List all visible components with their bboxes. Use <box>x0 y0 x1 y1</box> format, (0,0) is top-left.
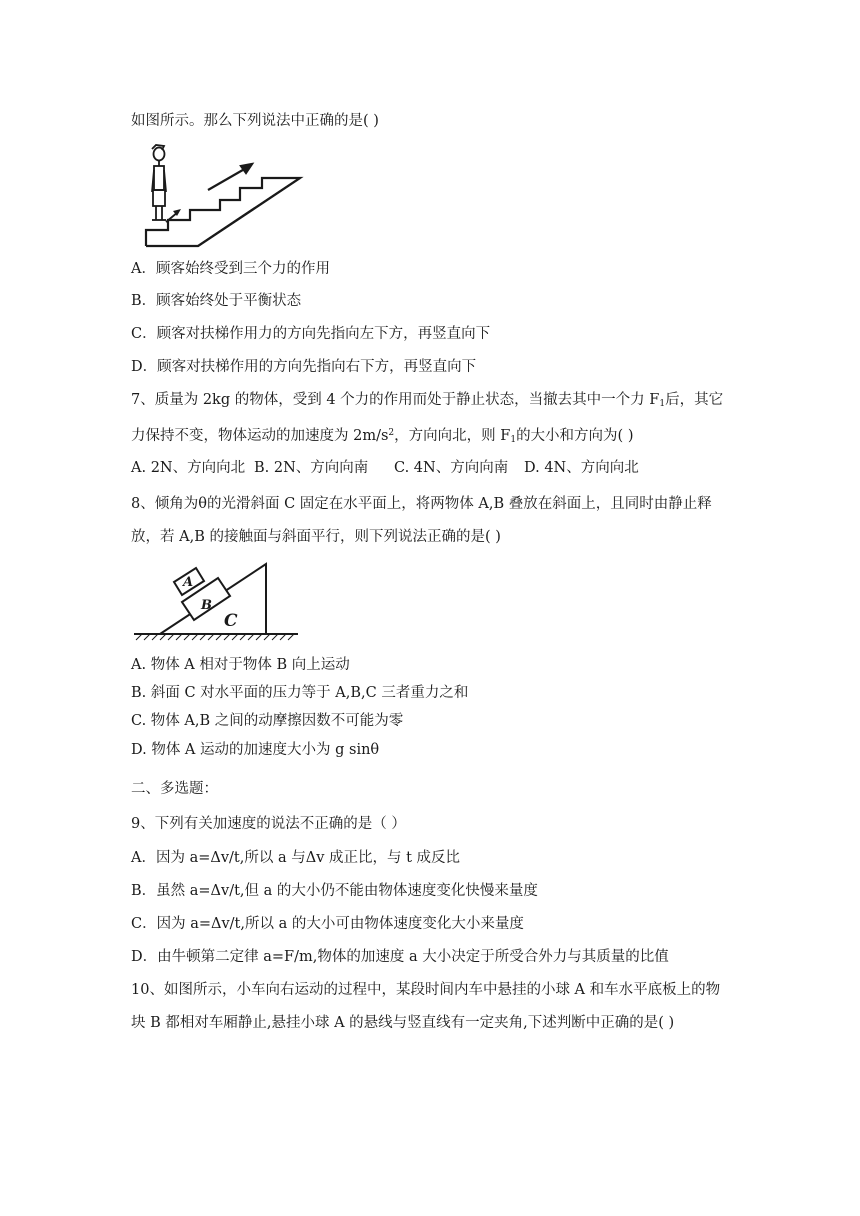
incline-figure <box>132 556 300 646</box>
q9-option-d: D．由牛顿第二定律 a=F/m,物体的加速度 a 大小决定于所受合外力与其质量的比值 <box>131 949 669 965</box>
q7-options <box>131 458 639 478</box>
q8-option-c: C. 物体 A,B 之间的动摩擦因数不可能为零 <box>131 713 404 729</box>
q9-option-a: A．因为 a=Δv/t,所以 a 与Δv 成正比，与 t 成反比 <box>131 850 461 866</box>
q8-stem-line1: 8、倾角为θ的光滑斜面 C 固定在水平面上，将两物体 A,B 叠放在斜面上，且同时由静止释 <box>131 496 712 512</box>
q7-option-a: A. 2N、方向向北 <box>131 460 246 476</box>
q6-stem: 如图所示。那么下列说法中正确的是( ) <box>131 113 379 129</box>
q6-option-c: C．顾客对扶梯作用力的方向先指向左下方，再竖直向下 <box>131 326 491 342</box>
q7-option-b: B. 2N、方向向南 <box>254 460 369 476</box>
q8-option-a: A. 物体 A 相对于物体 B 向上运动 <box>131 657 350 673</box>
q8-option-d: D. 物体 A 运动的加速度大小为 g sinθ <box>131 742 380 758</box>
q8-stem-line2: 放，若 A,B 的接触面与斜面平行，则下列说法正确的是( ) <box>131 529 501 545</box>
q6-option-b: B．顾客始终处于平衡状态 <box>131 293 302 309</box>
q10-stem-line2: 块 B 都相对车厢静止,悬挂小球 A 的悬线与竖直线有一定夹角,下述判断中正确的是( ) <box>131 1015 675 1031</box>
q10-stem-line1: 10、如图所示，小车向右运动的过程中，某段时间内车中悬挂的小球 A 和车水平底板上的物 <box>131 982 721 998</box>
q6-option-d: D．顾客对扶梯作用的方向先指向右下方，再竖直向下 <box>131 359 477 375</box>
q8-option-b: B. 斜面 C 对水平面的压力等于 A,B,C 三者重力之和 <box>131 685 469 701</box>
block-a-label: A <box>183 575 194 590</box>
q7-option-c: C. 4N、方向向南 <box>394 460 509 476</box>
escalator-figure <box>140 140 310 252</box>
q7-option-d: D. 4N、方向向北 <box>524 460 639 476</box>
q7-stem-line2: 力保持不变，物体运动的加速度为 $2m/s^2$，方向向北，则 $F_1$的大小和方向为( ) <box>131 428 634 445</box>
q9-stem: 9、下列有关加速度的说法不正确的是（ ） <box>131 816 406 832</box>
q9-option-c: C．因为 a=Δv/t,所以 a 的大小可由物体速度变化大小来量度 <box>131 916 524 932</box>
block-b-label: B <box>201 598 212 613</box>
q7-stem-line1: 7、质量为 2kg 的物体，受到 4 个力的作用而处于静止状态，当撤去其中一个力 $F_1$后，其它 <box>131 392 724 409</box>
q9-option-b: B．虽然 a=Δv/t,但 a 的大小仍不能由物体速度变化快慢来量度 <box>131 883 538 899</box>
incline-c-label: C <box>224 611 238 631</box>
q6-option-a: A．顾客始终受到三个力的作用 <box>131 261 330 277</box>
section-heading-multiple-choice: 二、多选题： <box>131 781 218 797</box>
